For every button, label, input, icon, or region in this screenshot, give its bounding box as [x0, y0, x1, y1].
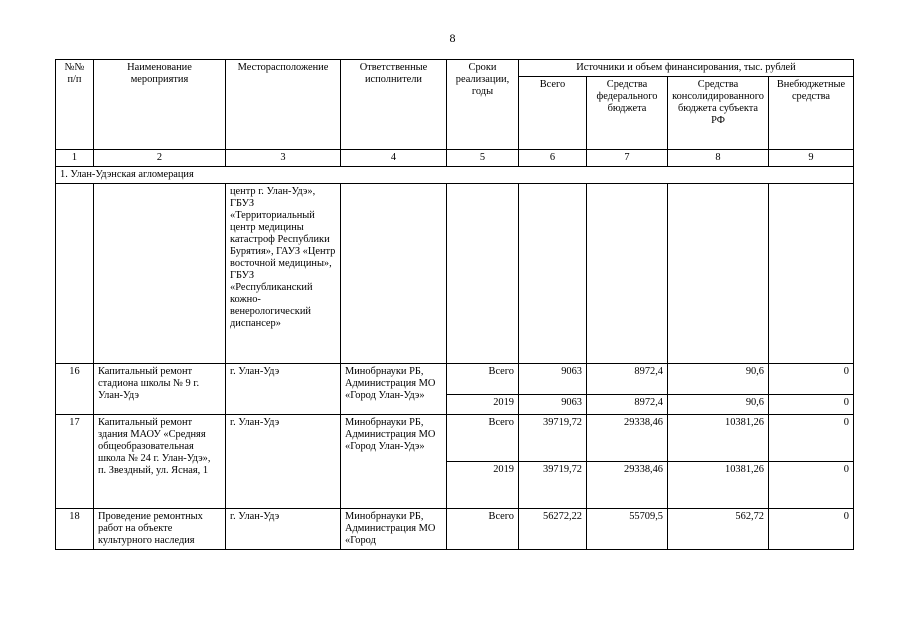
- table-cell: [668, 184, 769, 364]
- row-location: г. Улан-Удэ: [226, 364, 341, 415]
- header-terms: Сроки реализации, годы: [447, 60, 519, 150]
- header-funding-group: Источники и объем финансирования, тыс. рублей: [519, 60, 854, 77]
- column-number: 5: [447, 150, 519, 167]
- row-extra: 0: [769, 364, 854, 395]
- row-total: 56272,22: [519, 509, 587, 550]
- table-row: [56, 415, 854, 462]
- row-name: Капитальный ремонт здания МАОУ «Средняя общеобразовательная школа № 24 г. Улан-Удэ», п. Звездный, ул. Ясная, 1: [94, 415, 226, 509]
- row-total: 9063: [519, 395, 587, 415]
- table-cell: [447, 184, 519, 364]
- row-regional: 562,72: [668, 509, 769, 550]
- column-number: 1: [56, 150, 94, 167]
- header-federal: Средства федерального бюджета: [587, 77, 668, 150]
- row-total: 39719,72: [519, 462, 587, 509]
- column-number: 7: [587, 150, 668, 167]
- row-location: г. Улан-Удэ: [226, 509, 341, 550]
- column-number: 2: [94, 150, 226, 167]
- row-responsible: Минобрнауки РБ, Администрация МО «Город: [341, 509, 447, 550]
- row-federal: 29338,46: [587, 462, 668, 509]
- location-continued: центр г. Улан-Удэ», ГБУЗ «Территориальный центр медицины катастроф Республики Бурятия», ГАУЗ «Центр восточной медицины», ГБУЗ «Республиканский кожно-венерологический диспансер»: [226, 184, 341, 364]
- row-num: 17: [56, 415, 94, 509]
- row-federal: 55709,5: [587, 509, 668, 550]
- row-term: 2019: [447, 395, 519, 415]
- row-term: Всего: [447, 415, 519, 462]
- row-term: 2019: [447, 462, 519, 509]
- table-row: [56, 364, 854, 395]
- column-number: 4: [341, 150, 447, 167]
- column-number: 9: [769, 150, 854, 167]
- header-extra: Внебюджетные средства: [769, 77, 854, 150]
- column-number: 3: [226, 150, 341, 167]
- row-num: 16: [56, 364, 94, 415]
- row-extra: 0: [769, 395, 854, 415]
- section-row: [56, 167, 854, 184]
- header-regional: Средства консолидированного бюджета субъекта РФ: [668, 77, 769, 150]
- row-regional: 10381,26: [668, 415, 769, 462]
- row-name: Проведение ремонтных работ на объекте культурного наследия: [94, 509, 226, 550]
- table-cell: [341, 184, 447, 364]
- table-row: [56, 509, 854, 550]
- header-num: №№ п/п: [56, 60, 94, 150]
- row-num: 18: [56, 509, 94, 550]
- column-number-row: [56, 150, 854, 167]
- table-cell: [519, 184, 587, 364]
- row-federal: 29338,46: [587, 415, 668, 462]
- section-title: 1. Улан-Удэнская агломерация: [56, 167, 854, 184]
- page-number: 8: [449, 31, 456, 45]
- table-cell: [94, 184, 226, 364]
- row-name: Капитальный ремонт стадиона школы № 9 г. Улан-Удэ: [94, 364, 226, 415]
- row-total: 39719,72: [519, 415, 587, 462]
- row-extra: 0: [769, 509, 854, 550]
- row-term: Всего: [447, 364, 519, 395]
- row-federal: 8972,4: [587, 395, 668, 415]
- header-row: [56, 60, 854, 77]
- header-total: Всего: [519, 77, 587, 150]
- header-responsible: Ответственные исполнители: [341, 60, 447, 150]
- table-cell: [587, 184, 668, 364]
- row-location: г. Улан-Удэ: [226, 415, 341, 509]
- header-name: Наименование мероприятия: [94, 60, 226, 150]
- row-regional: 90,6: [668, 364, 769, 395]
- row-federal: 8972,4: [587, 364, 668, 395]
- table-row-continued: [56, 184, 854, 364]
- row-extra: 0: [769, 415, 854, 462]
- row-term: Всего: [447, 509, 519, 550]
- row-regional: 10381,26: [668, 462, 769, 509]
- column-number: 6: [519, 150, 587, 167]
- row-responsible: Минобрнауки РБ, Администрация МО «Город Улан-Удэ»: [341, 415, 447, 509]
- header-location: Месторасположение: [226, 60, 341, 150]
- table-cell: [769, 184, 854, 364]
- funding-table: [55, 59, 854, 550]
- table-cell: [56, 184, 94, 364]
- row-regional: 90,6: [668, 395, 769, 415]
- column-number: 8: [668, 150, 769, 167]
- row-extra: 0: [769, 462, 854, 509]
- row-responsible: Минобрнауки РБ, Администрация МО «Город Улан-Удэ»: [341, 364, 447, 415]
- row-total: 9063: [519, 364, 587, 395]
